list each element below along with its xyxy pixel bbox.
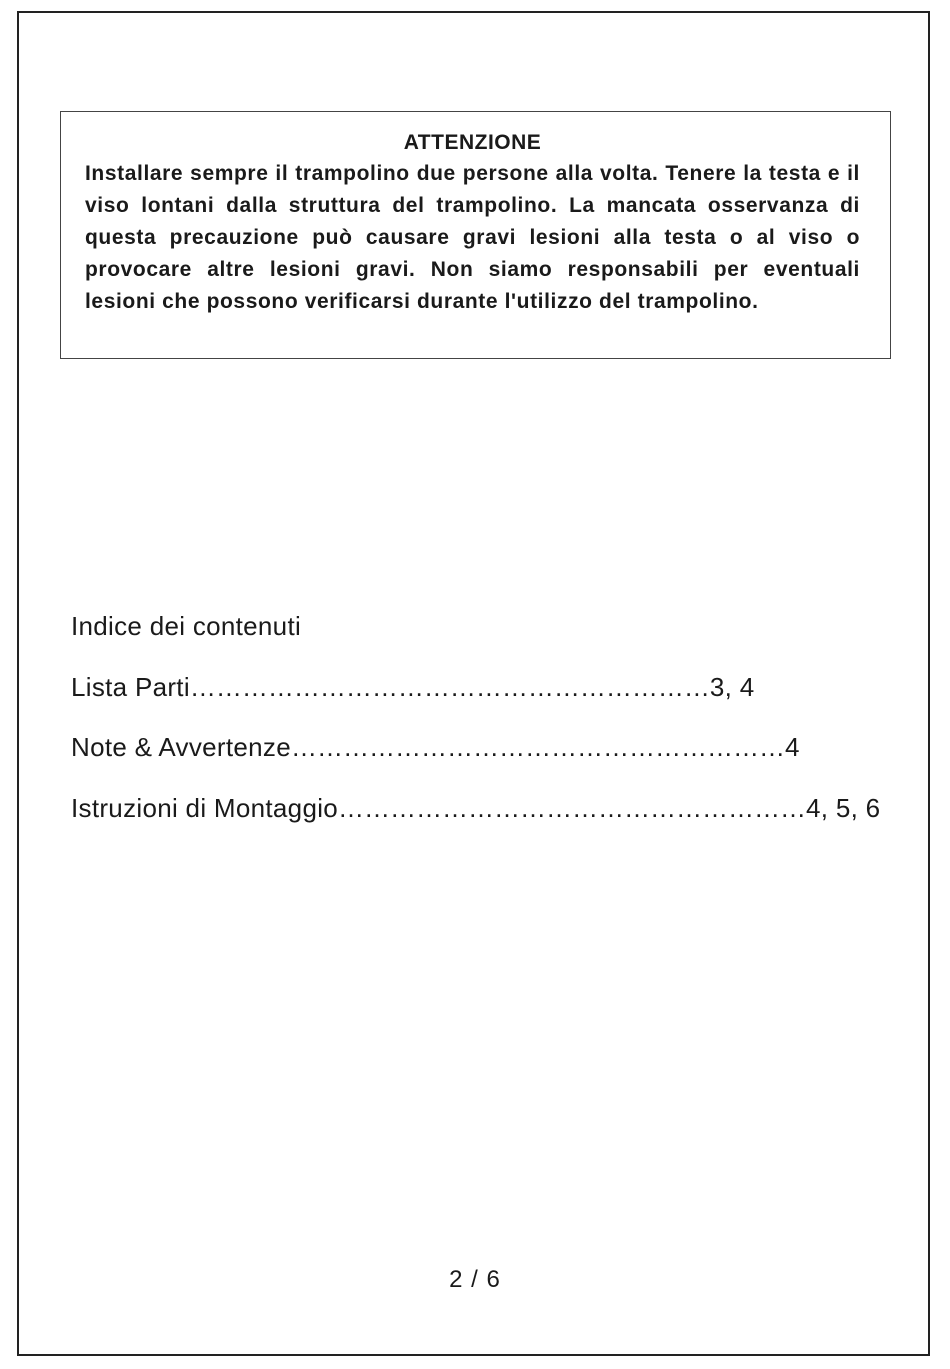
toc-entry-label: Note & Avvertenze	[71, 732, 291, 762]
toc-entry-note-avvertenze[interactable]	[71, 731, 800, 763]
toc-entry-istruzioni-montaggio[interactable]	[71, 792, 880, 824]
toc-leader-dots: …………………………………………………	[290, 732, 785, 762]
toc-entry-lista-parti[interactable]	[71, 671, 754, 703]
page-number: 2 / 6	[449, 1266, 501, 1293]
toc-entry-label: Lista Parti	[71, 672, 190, 702]
toc-entry-pages: 4, 5, 6	[806, 793, 881, 823]
toc-title: Indice dei contenuti	[71, 611, 302, 641]
toc-entry-pages: 3, 4	[709, 672, 755, 702]
warning-text: Installare sempre il trampolino due persone alla volta. Tenere la testa e il viso lontani dalla struttura del trampolino. La mancata osservanza di questa precauzione può causare gravi lesioni alla testa o al viso o provocare altre lesioni gravi. Non siamo responsabili per eventuali lesioni che possono verificarsi durante l'utilizzo del trampolino.	[85, 162, 860, 313]
warning-box	[60, 111, 891, 359]
toc-entry-pages: 4	[784, 732, 800, 762]
toc-leader-dots: ……………………………………………………	[189, 672, 710, 702]
toc-entry-label: Istruzioni di Montaggio	[71, 793, 339, 823]
warning-title: ATTENZIONE	[403, 131, 542, 154]
toc-leader-dots: ………………………………………………	[338, 793, 807, 823]
